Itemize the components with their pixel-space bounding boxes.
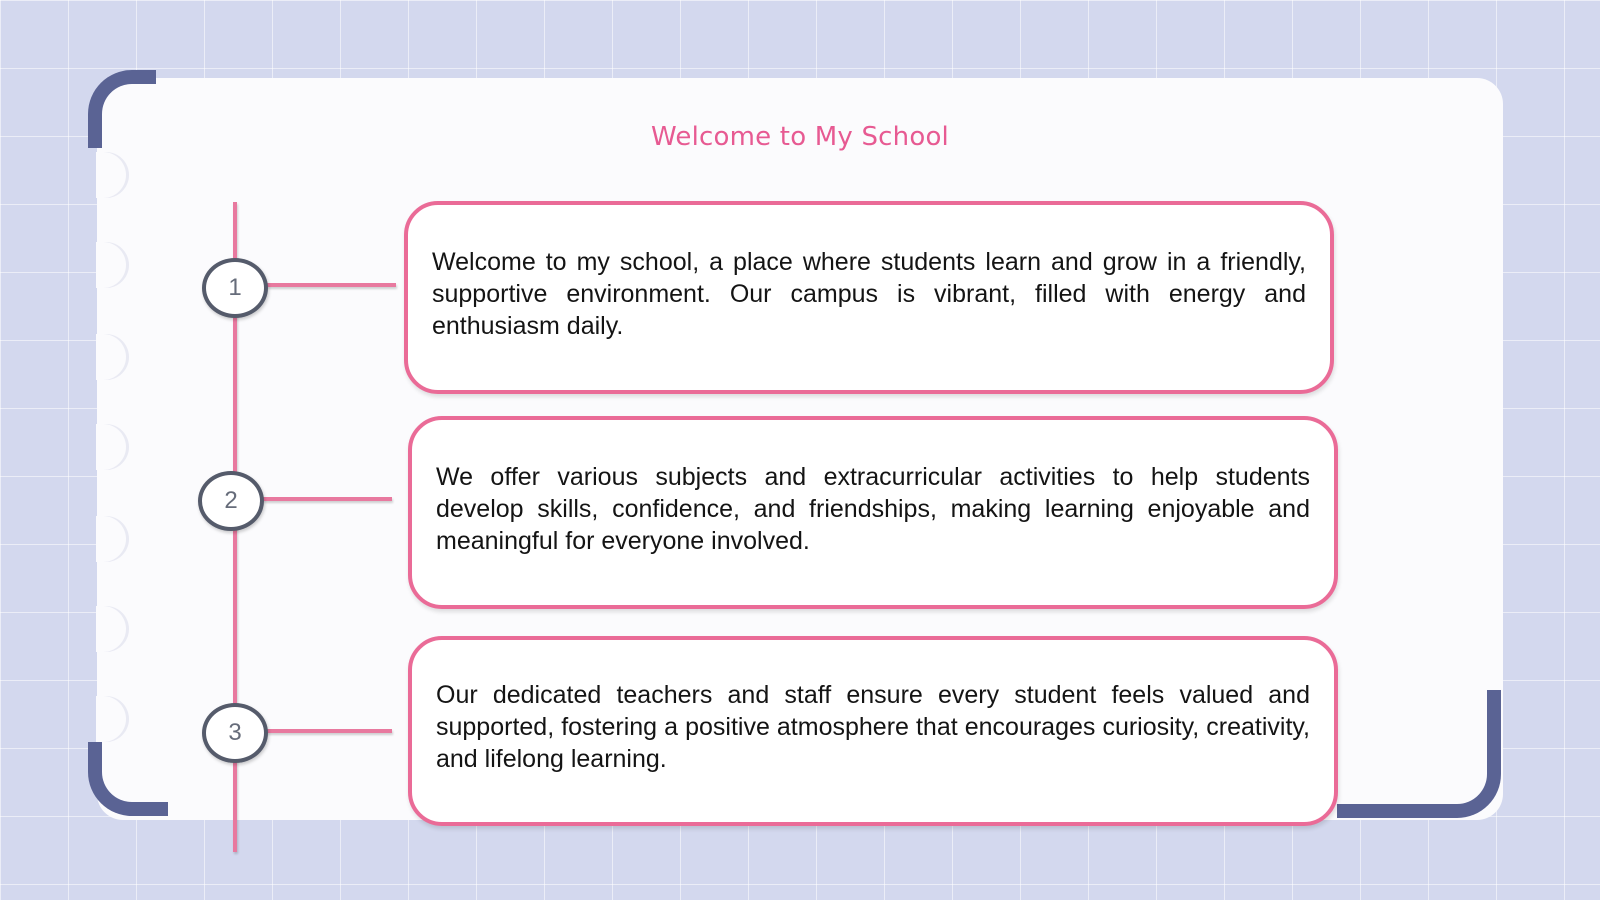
timeline-connector <box>266 283 396 287</box>
step-card-3 <box>408 636 1338 826</box>
timeline-connector <box>262 497 392 501</box>
step-card-2 <box>408 416 1338 609</box>
timeline-connector <box>266 729 392 733</box>
step-text-2: We offer various subjects and extracurricular activities to help students develop skills, confidence, and friendships, making learning enjoyable and meaningful for everyone involved. <box>436 462 1310 555</box>
step-number-1: 1 <box>202 258 268 318</box>
slide-title: Welcome to My School <box>651 122 949 152</box>
step-text-3: Our dedicated teachers and staff ensure every student feels valued and supported, fostering a positive atmosphere that encourages curiosity, creativity, and lifelong learning. <box>436 681 1310 773</box>
frame-corner-bottom-right <box>1337 690 1501 818</box>
step-text-1: Welcome to my school, a place where students learn and grow in a friendly, supportive environment. Our campus is vibrant, filled with energy and enthusiasm daily. <box>432 247 1306 340</box>
step-number-2: 2 <box>198 471 264 531</box>
step-card-1 <box>404 201 1334 394</box>
step-number-3: 3 <box>202 703 268 763</box>
